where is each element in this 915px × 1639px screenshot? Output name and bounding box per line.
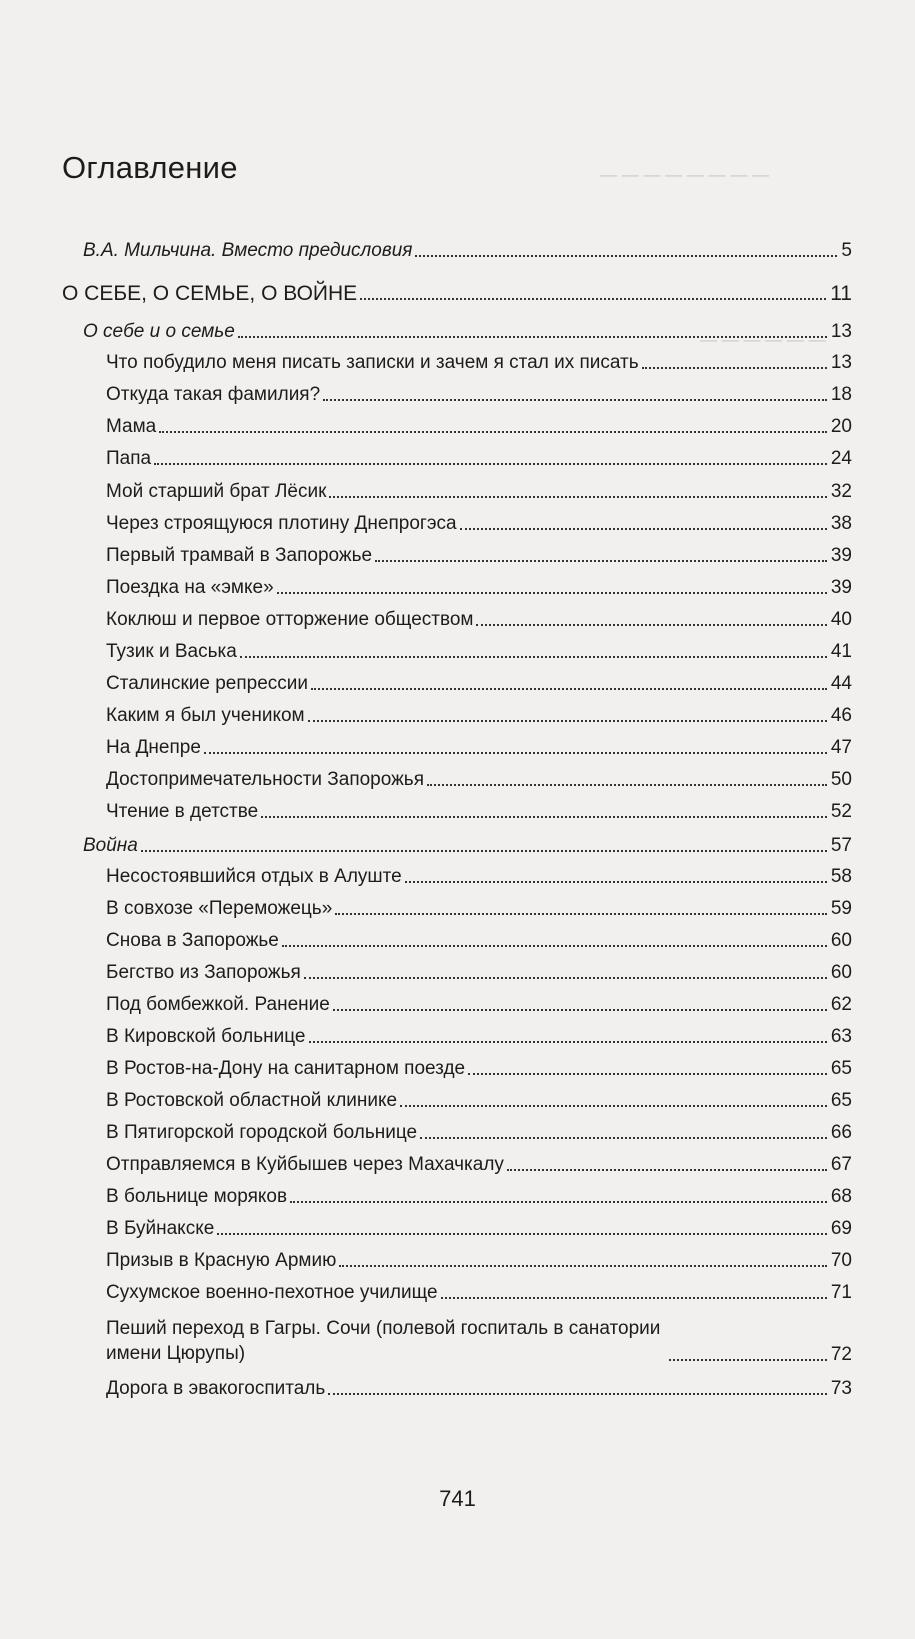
- toc-entry-page: 59: [830, 898, 852, 919]
- toc-entry: [106, 408, 852, 438]
- toc-entry-title: Папа: [106, 448, 152, 469]
- toc-entry-title: Мама: [106, 416, 157, 437]
- toc-entry: [106, 1274, 852, 1304]
- toc-entry: [106, 1370, 852, 1400]
- leader-dots: [400, 1105, 827, 1107]
- toc-entry: [106, 633, 852, 663]
- toc-entry: [106, 440, 852, 470]
- toc-entry-title: Дорога в эвакогоспиталь: [106, 1378, 326, 1399]
- toc-entry: [106, 1050, 852, 1080]
- leader-dots: [339, 1265, 827, 1267]
- toc-heading: Оглавление: [62, 150, 238, 185]
- toc-entry-title: Призыв в Красную Армию: [106, 1250, 337, 1271]
- toc-entry: [106, 473, 852, 503]
- toc-entry-page: 32: [830, 481, 852, 502]
- toc-entry-title: В Пятигорской городской больнице: [106, 1122, 418, 1143]
- toc-entry-title: В Ростов-на-Дону на санитарном поезде: [106, 1058, 466, 1079]
- toc-entry-page: 38: [830, 513, 852, 534]
- toc-entry-title: На Днепре: [106, 737, 201, 758]
- leader-dots: [304, 977, 827, 979]
- toc-entry-title: Поездка на «эмке»: [106, 577, 274, 598]
- toc-entry-page: 66: [830, 1122, 852, 1143]
- toc-entry-title: В.А. Мильчина. Вместо предисловия: [83, 240, 413, 261]
- toc-entry-page: 39: [830, 577, 852, 598]
- leader-dots: [217, 1233, 827, 1235]
- toc-entry: [106, 665, 852, 695]
- toc-entry: [106, 986, 852, 1016]
- leader-dots: [335, 913, 827, 915]
- toc-entry-title: Пеший переход в Гагры. Сочи (полевой госпиталь в санатории имени Цюрупы): [106, 1318, 661, 1364]
- bleed-through-text: — — — — — —: [700, 330, 826, 349]
- toc-entry-page: 67: [830, 1154, 852, 1175]
- toc-entry-page: 20: [830, 416, 852, 437]
- toc-entry-title: Первый трамвай в Запорожье: [106, 545, 373, 566]
- toc-entry-title: Сталинские репрессии: [106, 673, 309, 694]
- toc-entry-title: Несостоявшийся отдых в Алуште: [106, 866, 402, 887]
- toc-entry-title: Через строящуюся плотину Днепрогэса: [106, 513, 457, 534]
- toc-entry-title: Снова в Запорожье: [106, 930, 279, 951]
- toc-entry-title: Под бомбежкой. Ранение: [106, 994, 330, 1015]
- toc-entry: [106, 601, 852, 631]
- toc-entry-page: 13: [830, 352, 852, 373]
- toc-entry: [106, 858, 852, 888]
- toc-entry-page: 52: [830, 801, 852, 822]
- toc-entry-page: 62: [830, 994, 852, 1015]
- toc-entry-title: Каким я был учеником: [106, 705, 305, 726]
- toc-entry: [106, 922, 852, 952]
- toc-section-entry: [62, 275, 852, 305]
- toc-entry: [106, 761, 852, 791]
- leader-dots: [375, 560, 827, 562]
- toc-entry: [106, 1018, 852, 1048]
- toc-entry-title: Бегство из Запорожья: [106, 962, 301, 983]
- toc-entry-title: О СЕБЕ, О СЕМЬЕ, О ВОЙНЕ: [62, 282, 358, 305]
- toc-entry-page: 5: [841, 240, 852, 261]
- toc-entry-title: В больнице моряков: [106, 1186, 288, 1207]
- toc-entry-title: Сухумское военно-пехотное училище: [106, 1282, 438, 1303]
- toc-entry-title: Чтение в детстве: [106, 801, 259, 822]
- leader-dots: [277, 592, 827, 594]
- leader-dots: [159, 431, 827, 433]
- toc-entry-page: 18: [830, 384, 852, 405]
- toc-entry-title: О себе и о семье: [83, 321, 235, 342]
- toc-entry: [106, 697, 852, 727]
- toc-entry-page: 63: [830, 1026, 852, 1047]
- page-number: 741: [439, 1486, 476, 1511]
- toc-entry-page: 73: [830, 1378, 852, 1399]
- leader-dots: [329, 496, 826, 498]
- toc-entry: [106, 1146, 852, 1176]
- leader-dots: [420, 1137, 827, 1139]
- toc-entry: [106, 1114, 852, 1144]
- leader-dots: [290, 1201, 827, 1203]
- toc-entry-page: 40: [830, 609, 852, 630]
- leader-dots: [261, 816, 827, 818]
- toc-entry: [106, 793, 852, 823]
- toc-entry-page: 57: [830, 835, 852, 856]
- leader-dots: [415, 255, 837, 257]
- toc-entry-page: 39: [830, 545, 852, 566]
- toc-entry-title: Тузик и Васька: [106, 641, 237, 662]
- toc-entry: [106, 1242, 852, 1272]
- leader-dots: [405, 881, 827, 883]
- leader-dots: [154, 463, 827, 465]
- toc-entry-page: 44: [830, 673, 852, 694]
- toc-entry-page: 60: [830, 962, 852, 983]
- toc-entry-page: 68: [830, 1186, 852, 1207]
- toc-entry-title: В Ростовской областной клинике: [106, 1090, 398, 1111]
- leader-dots: [141, 850, 827, 852]
- leader-dots: [468, 1073, 827, 1075]
- leader-dots: [238, 336, 827, 338]
- leader-dots: [507, 1169, 827, 1171]
- toc-entry-page: 65: [830, 1058, 852, 1079]
- toc-entry-title: Что побудило меня писать записки и зачем я стал их писать: [106, 352, 639, 373]
- leader-dots: [311, 688, 827, 690]
- toc-entry-page: 60: [830, 930, 852, 951]
- leader-dots: [282, 945, 827, 947]
- toc-entry-page: 71: [830, 1282, 852, 1303]
- toc-entry: [106, 1210, 852, 1240]
- toc-entry: [106, 537, 852, 567]
- toc-entry-page: 65: [830, 1090, 852, 1111]
- toc-entry-title: В Буйнакске: [106, 1218, 215, 1239]
- toc-entry-page: 70: [830, 1250, 852, 1271]
- leader-dots: [333, 1009, 827, 1011]
- toc-entry-page: 13: [830, 321, 852, 342]
- leader-dots: [240, 656, 827, 658]
- toc-entry: [106, 1082, 852, 1112]
- toc-entry-page: 11: [830, 282, 852, 305]
- toc-subsection-entry: [83, 827, 852, 857]
- leader-dots: [328, 1393, 827, 1395]
- toc-entry-multiline: [106, 1310, 852, 1366]
- leader-dots: [308, 720, 827, 722]
- toc-entry-page: 72: [830, 1344, 852, 1365]
- leader-dots: [323, 399, 827, 401]
- leader-dots: [309, 1041, 827, 1043]
- toc-entry-page: 41: [830, 641, 852, 662]
- toc-entry-page: 50: [830, 769, 852, 790]
- toc-entry-page: 69: [830, 1218, 852, 1239]
- leader-dots: [476, 624, 826, 626]
- toc-entry-title: В совхозе «Переможець»: [106, 898, 333, 919]
- toc-entry: [106, 569, 852, 599]
- leader-dots: [427, 784, 827, 786]
- toc-entry-title: Отправляемся в Куйбышев через Махачкалу: [106, 1154, 504, 1175]
- toc-entry: [106, 344, 852, 374]
- leader-dots: [669, 1359, 827, 1361]
- toc-entry-title: Коклюш и первое отторжение обществом: [106, 609, 474, 630]
- toc-entry: [106, 376, 852, 406]
- toc-entry-title: Война: [83, 835, 138, 856]
- toc-entry-title: В Кировской больнице: [106, 1026, 306, 1047]
- toc-entry-page: 47: [830, 737, 852, 758]
- toc-entry: [106, 1178, 852, 1208]
- toc-entry: [83, 232, 852, 262]
- toc-entry: [106, 729, 852, 759]
- toc-entry: [106, 890, 852, 920]
- toc-entry-title: Мой старший брат Лёсик: [106, 481, 327, 502]
- toc-subsection-entry: [83, 313, 852, 343]
- toc-entry-page: 58: [830, 866, 852, 887]
- toc-entry-title: Достопримечательности Запорожья: [106, 769, 424, 790]
- toc-entry-page: 24: [830, 448, 852, 469]
- leader-dots: [204, 752, 827, 754]
- toc-entry-page: 46: [830, 705, 852, 726]
- leader-dots: [642, 367, 827, 369]
- leader-dots: [441, 1297, 827, 1299]
- toc-entry: [106, 954, 852, 984]
- toc-entry: [106, 505, 852, 535]
- toc-entry-title: Откуда такая фамилия?: [106, 384, 321, 405]
- leader-dots: [460, 528, 827, 530]
- leader-dots: [360, 298, 826, 300]
- bleed-through-text: — — — — — — — —: [600, 165, 770, 184]
